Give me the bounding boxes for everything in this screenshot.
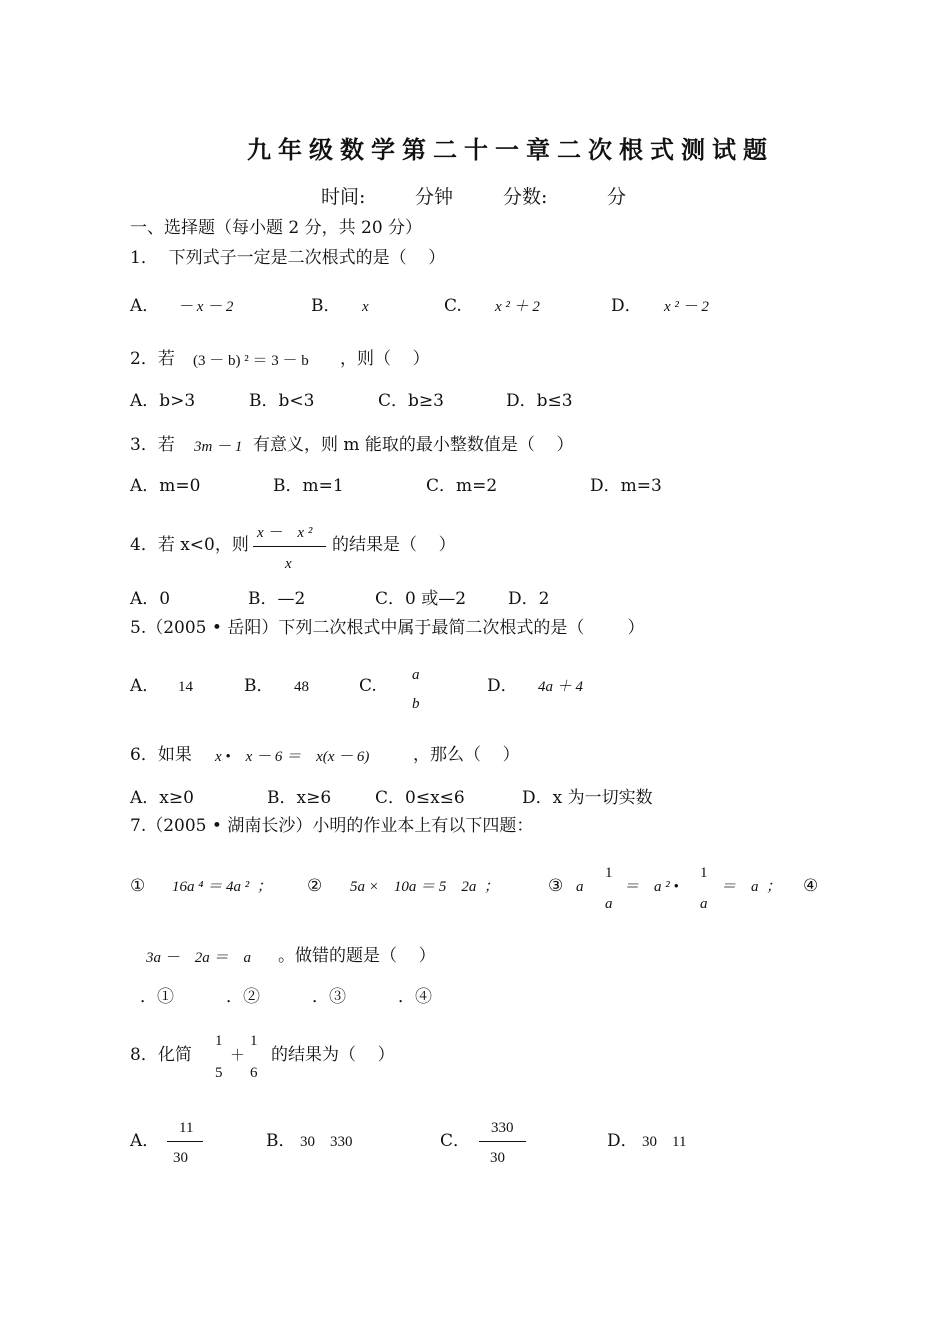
- q3-option-c: C．m=2: [426, 476, 498, 496]
- q5-option-a-expr: 14: [178, 679, 193, 695]
- q4-fraction-bar: [253, 546, 326, 547]
- minutes-label: 分钟: [415, 186, 454, 208]
- q2-suffix: ，则（ ）: [340, 349, 430, 369]
- q2-option-d: D．b≤3: [506, 391, 573, 411]
- q5-option-a-label: A．: [130, 676, 160, 696]
- q8-option-c-num: 330: [491, 1120, 514, 1136]
- q4-option-d: D．2: [508, 589, 550, 609]
- section-heading: 一、选择题（每小题 2 分，共 20 分）: [130, 218, 423, 238]
- q6-option-a: A．x≥0: [130, 788, 194, 808]
- q8-option-a-label: A．: [130, 1131, 160, 1151]
- q7-stem: 7.（2005 • 湖南长沙）小明的作业本上有以下四题：: [130, 816, 534, 836]
- q5-option-d-label: D．: [487, 676, 518, 696]
- page-title: 九年级数学第二十一章二次根式测试题: [247, 135, 774, 164]
- q8-option-b-label: B．: [266, 1131, 296, 1151]
- q8-option-c-label: C．: [440, 1131, 471, 1151]
- q7-item-3-den: a: [605, 896, 613, 912]
- q2-option-c: C．b≥3: [378, 391, 444, 411]
- q6-expr: x • x － 6 ＝ x(x － 6): [215, 749, 370, 765]
- q7-option-d: ．④: [398, 987, 432, 1007]
- q1-option-c-expr: x ² ＋ 2: [495, 299, 540, 315]
- q1-option-d-label: D．: [611, 296, 642, 316]
- q6-option-c: C．0≤x≤6: [375, 788, 465, 808]
- q1-option-a-label: A．: [130, 296, 160, 316]
- q7-item-3-a: a: [576, 879, 584, 895]
- q8-option-c-den: 30: [490, 1150, 505, 1166]
- q7-item-3-num: 1: [605, 865, 613, 881]
- q4-numerator: x － x ²: [257, 525, 313, 541]
- q5-stem: 5.（2005 • 岳阳）下列二次根式中属于最简二次根式的是（ ）: [130, 618, 645, 638]
- q3-option-d: D．m=3: [590, 476, 662, 496]
- q8-option-a-num: 11: [179, 1120, 194, 1136]
- q7-marker-3: ③: [548, 876, 564, 896]
- q3-prefix: 3．若: [130, 435, 175, 455]
- q4-option-a: A．0: [130, 589, 171, 609]
- q5-option-c-label: C.: [359, 676, 377, 696]
- q7-item-3-num2: 1: [700, 865, 708, 881]
- q7-option-a: ．①: [140, 987, 174, 1007]
- q7-option-c: ．③: [312, 987, 346, 1007]
- q2-expr: (3 － b) ² ＝ 3 － b: [193, 353, 309, 369]
- score-label: 分数:: [503, 186, 548, 208]
- q1-option-a-expr: － x － 2: [178, 299, 234, 315]
- score-unit: 分: [607, 186, 627, 208]
- q7-item-3-c: ＝ a ；: [721, 879, 782, 895]
- q8-n1: 1: [215, 1033, 223, 1049]
- q8-n2: 1: [250, 1033, 258, 1049]
- q7-item-3-den2: a: [700, 896, 708, 912]
- q2-prefix: 2．若: [130, 349, 175, 369]
- q2-option-a: A．b>3: [130, 391, 196, 411]
- q8-option-c-bar: [479, 1141, 526, 1142]
- q8-suffix: 的结果为（ ）: [271, 1045, 395, 1065]
- q5-option-c-numerator: a: [412, 667, 420, 683]
- q7-item-4: 3a － 2a ＝ a: [146, 950, 252, 966]
- q6-suffix: ，那么（ ）: [413, 745, 520, 765]
- q4-option-c: C．0 或—2: [375, 589, 467, 609]
- q3-option-b: B．m=1: [273, 476, 344, 496]
- q3-expr: 3m － 1: [194, 439, 243, 455]
- q1-option-b-label: B．: [311, 296, 341, 316]
- q1-stem: 1． 下列式子一定是二次根式的是（ ）: [130, 248, 446, 268]
- q5-option-b-expr: 48: [294, 679, 309, 695]
- q4-option-b: B．—2: [248, 589, 306, 609]
- q3-option-a: A．m=0: [130, 476, 201, 496]
- q7-marker-2: ②: [307, 876, 323, 896]
- q7-item-4-suffix: 。做错的题是（ ）: [278, 946, 436, 966]
- q6-option-b: B．x≥6: [267, 788, 332, 808]
- q4-suffix: 的结果是（ ）: [332, 535, 456, 555]
- q7-marker-4: ④: [803, 876, 819, 896]
- q8-prefix: 8．化简: [130, 1045, 192, 1065]
- q7-item-3-b: ＝ a ² •: [624, 879, 679, 895]
- q4-denominator: x: [285, 556, 292, 572]
- q8-option-a-bar: [167, 1141, 203, 1142]
- q7-option-b: ．②: [226, 987, 260, 1007]
- q4-prefix: 4．若 x<0，则: [130, 535, 249, 555]
- q5-option-c-denominator: b: [412, 696, 420, 712]
- time-label: 时间:: [321, 186, 366, 208]
- q6-prefix: 6．如果: [130, 745, 192, 765]
- q5-option-d-expr: 4a ＋ 4: [538, 679, 584, 695]
- q8-plus: ＋: [230, 1048, 246, 1064]
- q3-suffix: 有意义，则 m 能取的最小整数值是（ ）: [253, 435, 574, 455]
- q8-option-d-label: D．: [607, 1131, 638, 1151]
- q7-item-2: 5a × 10a ＝ 5 2a ；: [350, 879, 499, 895]
- q8-d1: 5: [215, 1065, 223, 1081]
- q6-option-d: D．x 为一切实数: [522, 788, 653, 808]
- q5-option-b-label: B．: [244, 676, 274, 696]
- q2-option-b: B．b<3: [249, 391, 315, 411]
- q1-option-d-expr: x ² － 2: [664, 299, 709, 315]
- q8-d2: 6: [250, 1065, 258, 1081]
- q1-option-c-label: C.: [444, 296, 462, 316]
- q8-option-d-expr: 30 11: [642, 1134, 687, 1150]
- q7-marker-1: ①: [130, 876, 146, 896]
- q8-option-b-expr: 30 330: [300, 1134, 353, 1150]
- q8-option-a-den: 30: [173, 1150, 188, 1166]
- q7-item-1: 16a ⁴ ＝ 4a ² ；: [172, 879, 272, 895]
- q1-option-b-expr: x: [362, 299, 369, 315]
